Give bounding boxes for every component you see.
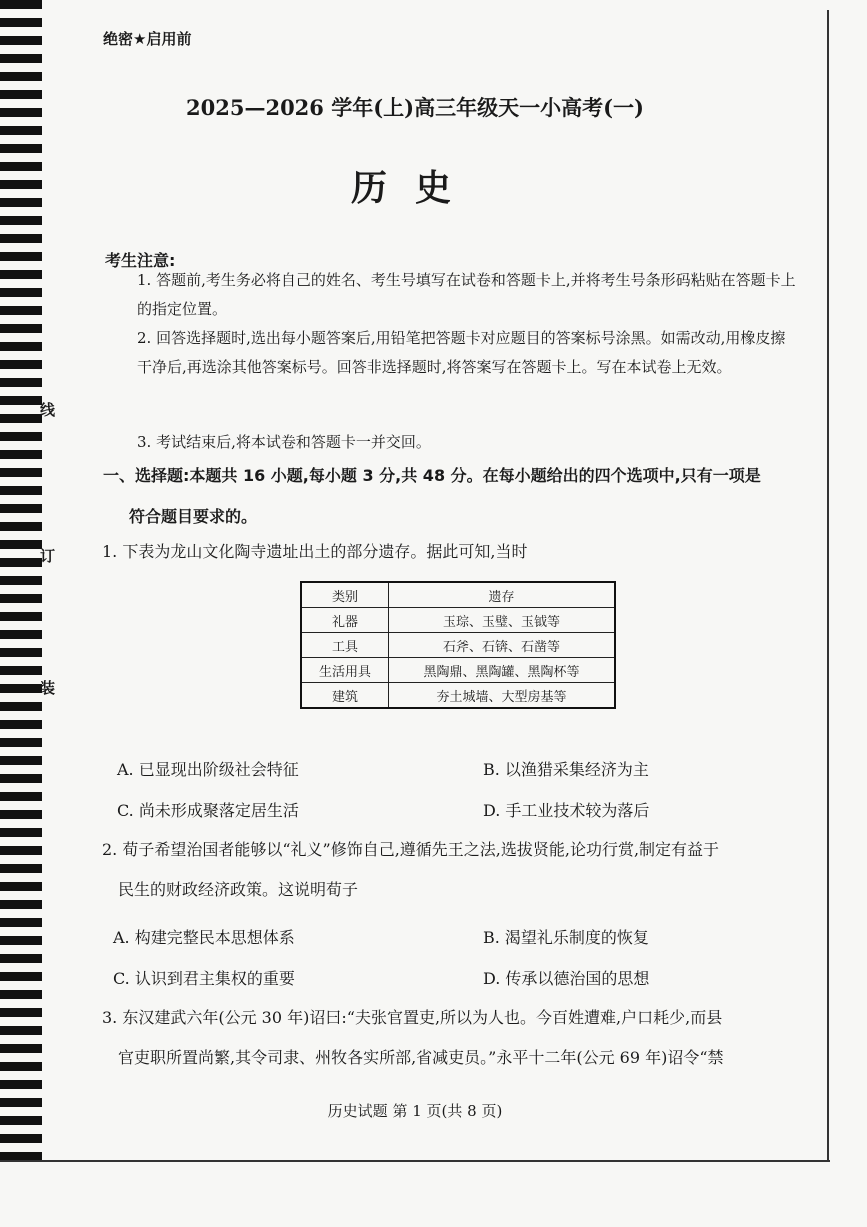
q2-line2: 民生的财政经济政策。这说明荀子 <box>118 880 359 899</box>
page-bottom-border <box>0 1160 830 1162</box>
q2-option-b: B. 渴望礼乐制度的恢复 <box>483 928 649 947</box>
table-cell-relics: 玉琮、玉璧、玉钺等 <box>389 608 616 633</box>
table-cell-relics: 石斧、石锛、石凿等 <box>389 633 616 658</box>
q1-option-b: B. 以渔猎采集经济为主 <box>483 760 649 779</box>
q1-option-c: C. 尚未形成聚落定居生活 <box>117 801 299 820</box>
table-header-row <box>301 582 615 608</box>
q3-line2: 官吏职所置尚繁,其令司隶、州牧各实所部,省减吏员。”永平十二年(公元 69 年)诏令“禁 <box>118 1048 724 1067</box>
table-cell-category: 建筑 <box>301 683 389 709</box>
q2-option-c: C. 认识到君主集权的重要 <box>113 969 295 988</box>
notice-item-1: 1. 答题前,考生务必将自己的姓名、考生号填写在试卷和答题卡上,并将考生号条形码粘贴在答题卡上的指定位置。 <box>137 271 796 318</box>
question-2-stem <box>102 830 822 910</box>
q2-option-a: A. 构建完整民本思想体系 <box>113 928 295 947</box>
subject-title: 历史 <box>350 168 479 209</box>
table-row <box>301 633 615 658</box>
q1-option-d: D. 手工业技术较为落后 <box>483 801 650 820</box>
table-cell-category: 礼器 <box>301 608 389 633</box>
table-header-category: 类别 <box>301 582 389 608</box>
question-1-stem: 1. 下表为龙山文化陶寺遗址出土的部分遗存。据此可知,当时 <box>102 542 528 561</box>
table-cell-category: 生活用具 <box>301 658 389 683</box>
table-row <box>301 683 615 709</box>
exam-title: 2025—2026 学年(上)高三年级天一小高考(一) <box>186 95 644 120</box>
section-heading <box>103 455 803 537</box>
page-footer: 历史试题 第 1 页(共 8 页) <box>327 1102 503 1120</box>
table-cell-category: 工具 <box>301 633 389 658</box>
q1-option-a: A. 已显现出阶级社会特征 <box>117 760 299 779</box>
binding-label-xian: 线 <box>38 402 56 417</box>
binding-label-zhuang: 装 <box>38 680 56 695</box>
q2-option-d: D. 传承以德治国的思想 <box>483 969 650 988</box>
section-heading-line1: 一、选择题:本题共 16 小题,每小题 3 分,共 48 分。在每小题给出的四个选项中,只有一项是 <box>103 466 761 485</box>
table-cell-relics: 黑陶鼎、黑陶罐、黑陶杯等 <box>389 658 616 683</box>
binding-label-ding: 订 <box>38 548 56 563</box>
section-heading-line2: 符合题目要求的。 <box>129 507 258 526</box>
relics-table <box>300 581 616 709</box>
confidential-mark: 绝密★启用前 <box>103 30 192 48</box>
table-header-relics: 遗存 <box>389 582 616 608</box>
notice-item-3: 3. 考试结束后,将本试卷和答题卡一并交回。 <box>137 433 431 451</box>
notice-heading: 考生注意: <box>105 251 176 270</box>
q3-line1: 3. 东汉建武六年(公元 30 年)诏曰:“夫张官置吏,所以为人也。今百姓遭难,户口耗少,而县 <box>102 1008 723 1027</box>
table-row <box>301 608 615 633</box>
table-row <box>301 658 615 683</box>
notice-item-2: 2. 回答选择题时,选出每小题答案后,用铅笔把答题卡对应题目的答案标号涂黑。如需改动,用橡皮擦干净后,再选涂其他答案标号。回答非选择题时,将答案写在答题卡上。写在本试卷上无效。 <box>137 329 786 376</box>
table-cell-relics: 夯土城墙、大型房基等 <box>389 683 616 709</box>
q2-line1: 2. 荀子希望治国者能够以“礼义”修饰自己,遵循先王之法,选拔贤能,论功行赏,制定有益于 <box>102 840 720 859</box>
question-3-stem <box>102 998 822 1078</box>
